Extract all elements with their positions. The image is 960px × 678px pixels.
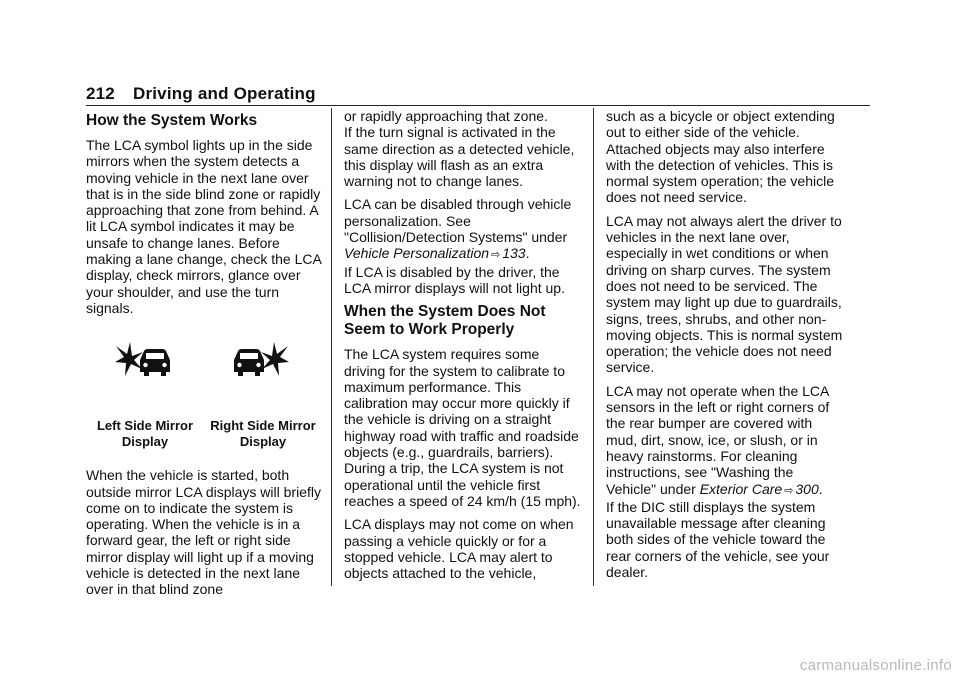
text: LCA may not operate when the LCA sensors in the left or right corners of the rear bumper are covered with mud, dirt, snow, ice, or slush, or in heavy rainstorms. For cleaning instructions, see "Washing the Vehicle" under bbox=[606, 382, 830, 497]
ref-title: Exterior Care bbox=[699, 480, 783, 497]
paragraph-with-ref bbox=[606, 383, 846, 499]
column-3 bbox=[606, 108, 846, 587]
ref-page: 300 bbox=[795, 480, 819, 497]
lca-left-mirror-icon bbox=[114, 340, 172, 380]
paragraph: or rapidly approaching that zone. bbox=[344, 108, 548, 124]
text: LCA can be disabled through vehicle personalization. See "Collision/Detection Systems" under bbox=[344, 196, 572, 246]
ref-page: 133 bbox=[502, 245, 526, 262]
caption-right-line1: Right Side Mirror bbox=[210, 418, 316, 434]
column-divider-1 bbox=[331, 108, 332, 586]
section-title: Driving and Operating bbox=[132, 84, 316, 103]
caption-right bbox=[204, 418, 322, 450]
caption-left bbox=[86, 418, 204, 450]
lca-right-mirror-icon bbox=[232, 340, 290, 380]
column-1 bbox=[86, 108, 322, 605]
heading-system-not-working: When the System Does Not Seem to Work Properly bbox=[344, 303, 546, 339]
paragraph: LCA displays may not come on when passing a vehicle quickly or for a stopped vehicle. LCA may alert to objects attached to the vehicle, bbox=[344, 516, 574, 582]
page-header bbox=[86, 84, 316, 104]
paragraph: If the turn signal is activated in the same direction as a detected vehicle, this display will flash as an extra warning not to change lanes. bbox=[344, 124, 575, 190]
paragraph-with-ref bbox=[344, 196, 584, 263]
header-rule bbox=[86, 105, 870, 106]
cross-reference-link[interactable] bbox=[700, 481, 819, 497]
page-number: 212 bbox=[86, 84, 115, 103]
paragraph: such as a bicycle or object extending out to either side of the vehicle. Attached objects may also interfere with the detection of vehicles. This is normal system operation; the vehicle does not need service. bbox=[606, 108, 835, 206]
heading-how-system-works: How the System Works bbox=[86, 112, 258, 129]
lca-icons-figure bbox=[86, 340, 322, 406]
caption-left-line2: Display bbox=[121, 434, 169, 450]
caption-left-line1: Left Side Mirror bbox=[96, 418, 194, 434]
paragraph: The LCA system requires some driving for the system to calibrate to maximum performance. This calibration may occur more quickly if the vehicle is driving on a straight highway road with traffic and roadside objects (e.g., guardrails, barriers). During a trip, the LCA system is not operational until the vehicle first reaches a speed of 24 km/h (15 mph). bbox=[344, 346, 581, 509]
watermark: carmanualsonline.info bbox=[799, 657, 952, 674]
column-divider-2 bbox=[593, 108, 594, 586]
figure-captions bbox=[86, 418, 322, 450]
paragraph: When the vehicle is started, both outside mirror LCA displays will briefly come on to indicate the system is operating. When the vehicle is in a forward gear, the left or right side mirror display will light up if a moving vehicle is detected in the next lane over in that blind zone bbox=[86, 467, 321, 598]
caption-right-line2: Display bbox=[239, 434, 287, 450]
paragraph: If LCA is disabled by the driver, the LCA mirror displays will not light up. bbox=[344, 263, 565, 296]
page-ref-arrow-icon: ⇨ bbox=[784, 484, 794, 497]
ref-title: Vehicle Personalization bbox=[344, 245, 490, 262]
column-2 bbox=[344, 108, 584, 588]
text: . bbox=[525, 245, 530, 262]
page-ref-arrow-icon: ⇨ bbox=[491, 249, 501, 262]
paragraph: LCA may not always alert the driver to vehicles in the next lane over, especially in wet conditions or when driving on sharp curves. The system does not need to be serviced. The system may light up due to guardrails, signs, trees, shrubs, and other non-moving objects. This is normal system operation; the vehicle does not need service. bbox=[606, 212, 843, 376]
text: . bbox=[818, 480, 823, 497]
paragraph: If the DIC still displays the system unavailable message after cleaning both sides of the vehicle toward the rear corners of the vehicle, see your dealer. bbox=[606, 498, 830, 581]
paragraph: The LCA symbol lights up in the side mirrors when the system detects a moving vehicle in the next lane over that is in the side blind zone or rapidly approaching that zone from behind. A lit LCA symbol indicates it may be unsafe to change lanes. Before making a lane change, check the LCA display, check mirrors, glance over your shoulder, and use the turn signals. bbox=[86, 137, 322, 316]
cross-reference-link[interactable] bbox=[344, 245, 526, 261]
